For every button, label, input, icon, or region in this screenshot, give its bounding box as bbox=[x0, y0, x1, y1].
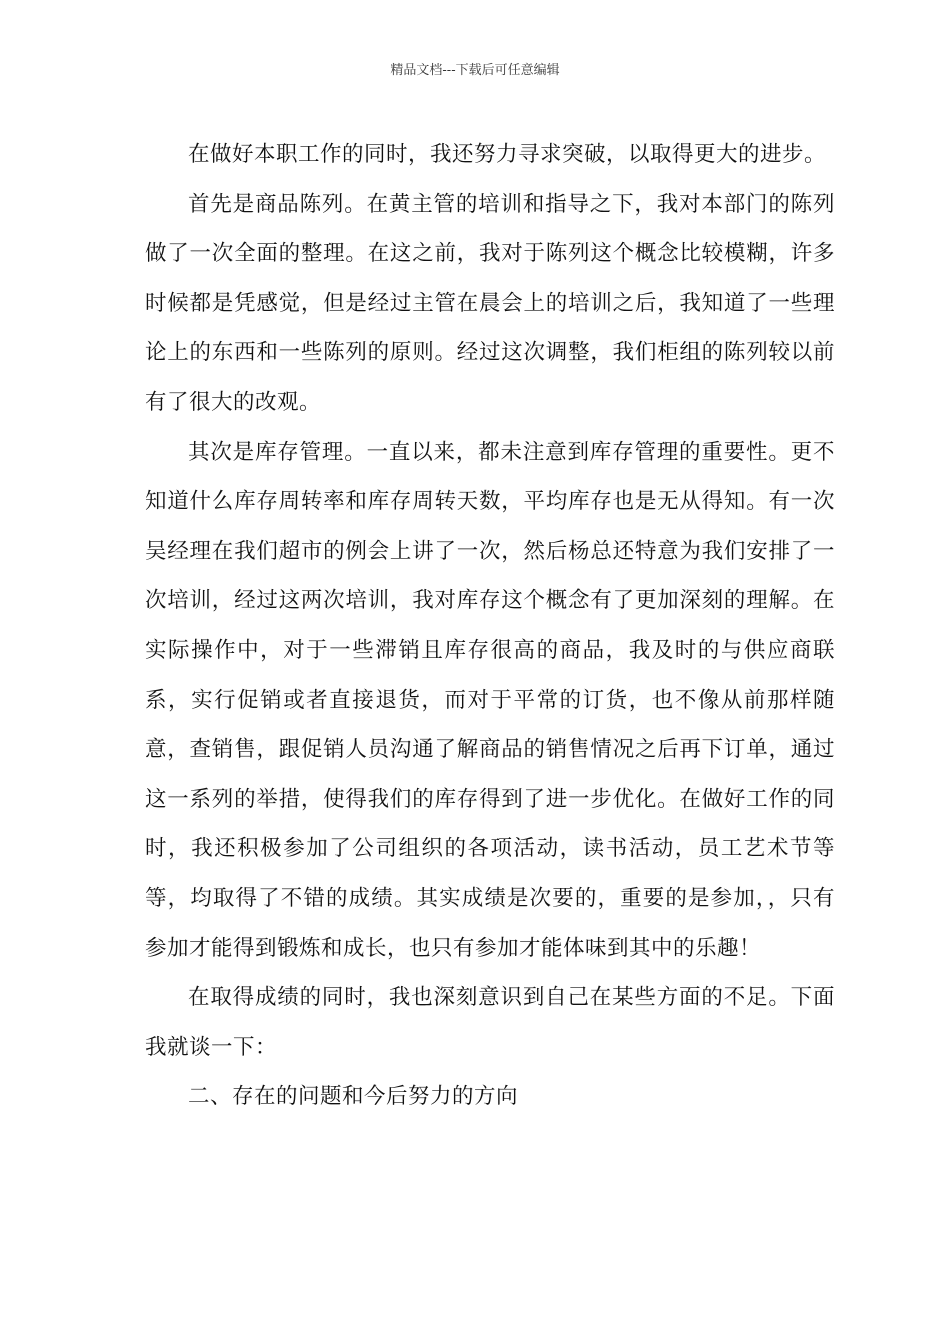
paragraph-shortcomings: 在取得成绩的同时，我也深刻意识到自己在某些方面的不足。下面我就谈一下： bbox=[145, 985, 835, 1060]
page-header: 精品文档---下载后可任意编辑 bbox=[390, 63, 560, 78]
document-body bbox=[145, 130, 835, 1122]
paragraph-inventory-management: 其次是库存管理。一直以来，都未注意到库存管理的重要性。更不知道什么库存周转率和库存周转天数，平均库存也是无从得知。有一次吴经理在我们超市的例会上讲了一次，然后杨总还特意为我们安排了一次培训，经过这两次培训，我对库存这个概念有了更加深刻的理解。在实际操作中，对于一些滞销且库存很高的商品，我及时的与供应商联系，实行促销或者直接退货，而对于平常的订货，也不像从前那样随意，查销售，跟促销人员沟通了解商品的销售情况之后再下订单，通过这一系列的举措，使得我们的库存得到了进一步优化。在做好工作的同时，我还积极参加了公司组织的各项活动，读书活动，员工艺术节等等，均取得了不错的成绩。其实成绩是次要的，重要的是参加，，只有参加才能得到锻炼和成长，也只有参加才能体味到其中的乐趣！ bbox=[145, 439, 835, 961]
section-heading-problems-and-direction: 二、存在的问题和今后努力的方向 bbox=[188, 1084, 519, 1110]
paragraph-merchandise-display: 首先是商品陈列。在黄主管的培训和指导之下，我对本部门的陈列做了一次全面的整理。在这之前，我对于陈列这个概念比较模糊，许多时候都是凭感觉，但是经过主管在晨会上的培训之后，我知道了一些理论上的东西和一些陈列的原则。经过这次调整，我们柜组的陈列较以前有了很大的改观。 bbox=[145, 191, 835, 415]
paragraph-intro: 在做好本职工作的同时，我还努力寻求突破，以取得更大的进步。 bbox=[188, 142, 827, 167]
